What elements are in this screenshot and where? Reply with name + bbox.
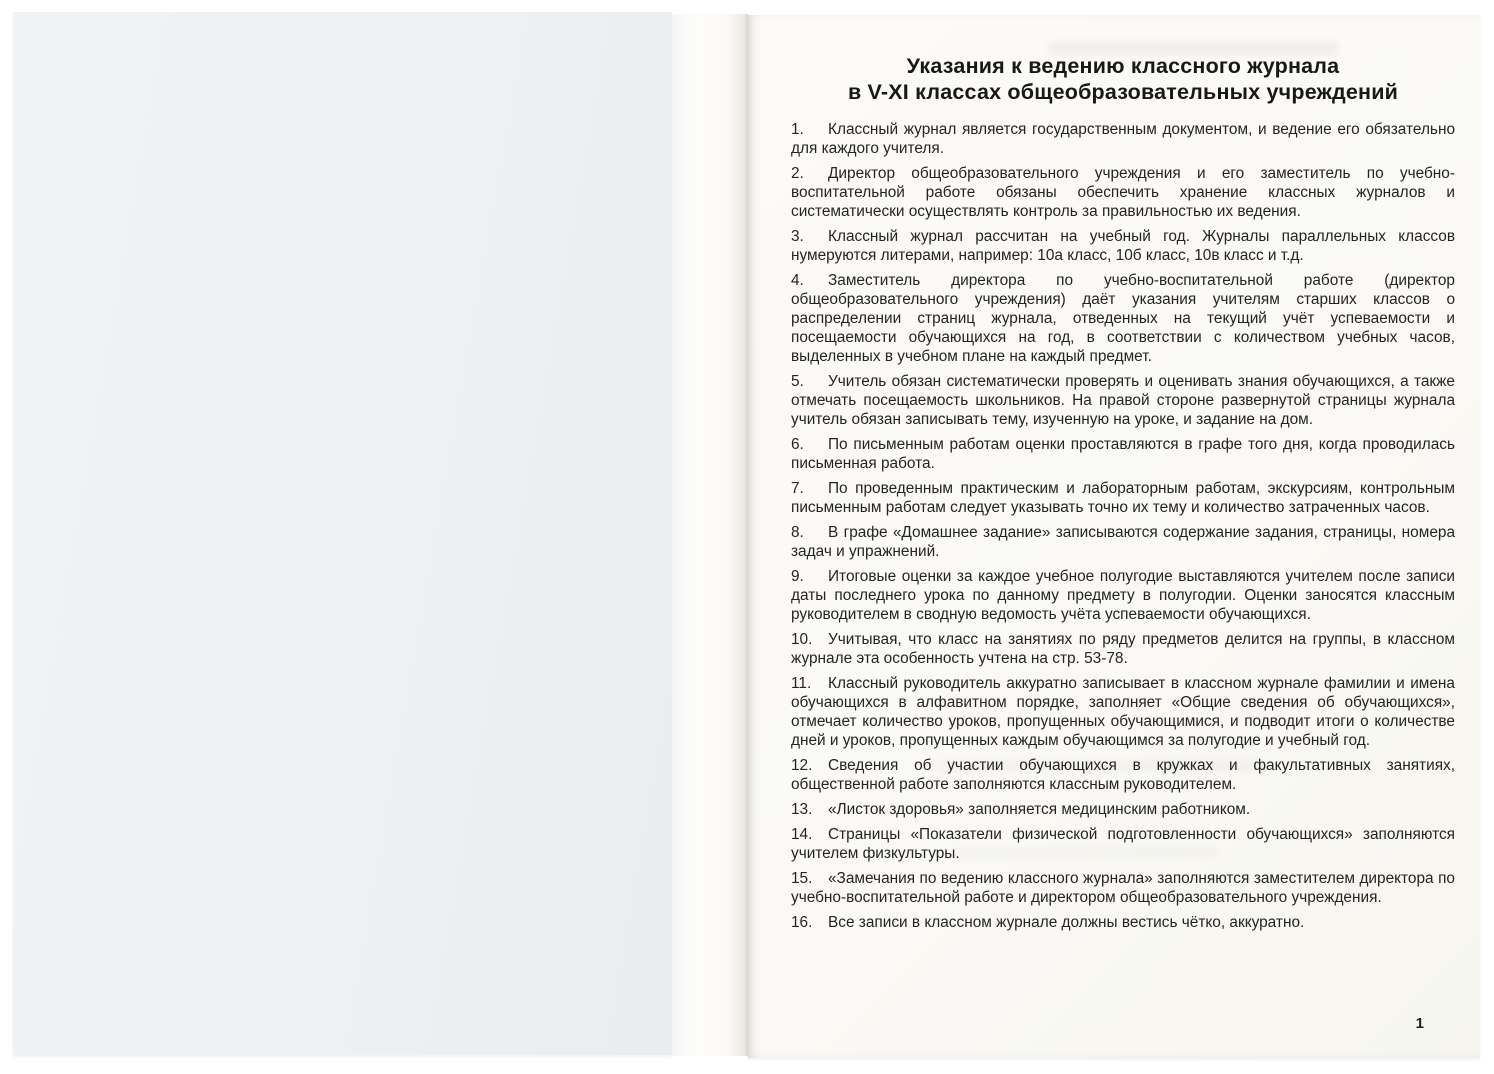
instruction-item: [791, 120, 1455, 158]
item-text: Классный журнал рассчитан на учебный год. Журналы параллельных классов нумеруются литерами, например: 10а класс, 10б класс, 10в класс и т.д.: [791, 228, 1455, 264]
item-text: «Замечания по ведению классного журнала» заполняются заместителем директора по учебно-воспитательной работе и директором общеобразовательного учреждения.: [791, 870, 1455, 906]
item-number: 3.: [791, 228, 804, 245]
instruction-item: [791, 756, 1455, 794]
item-text: Итоговые оценки за каждое учебное полугодие выставляются учителем после записи даты последнего урока по данному предмету в полугодии. Оценки заносятся классным руководителем в сводную ведомость учёта успеваемости обучающихся.: [791, 568, 1455, 623]
page-title-line1: Указания к ведению классного журнала: [906, 54, 1340, 78]
item-number: 12.: [791, 757, 813, 774]
instruction-item: [791, 271, 1455, 366]
instruction-list: [791, 120, 1455, 932]
page-spine-fold: [672, 14, 748, 1056]
instruction-item: [791, 869, 1455, 907]
item-number: 1.: [791, 121, 804, 138]
item-text: Страницы «Показатели физической подготовленности обучающихся» заполняются учителем физкультуры.: [791, 826, 1455, 862]
item-number: 5.: [791, 373, 804, 390]
item-number: 16.: [791, 914, 813, 931]
item-text: Классный журнал является государственным документом, и ведение его обязательно для каждого учителя.: [791, 121, 1455, 157]
instruction-item: [791, 674, 1455, 750]
item-text: По письменным работам оценки проставляются в графе того дня, когда проводилась письменная работа.: [791, 436, 1455, 472]
item-text: Директор общеобразовательного учреждения и его заместитель по учебно-воспитательной работе обязаны обеспечить хранение классных журналов и систематически осуществлять контроль за правильностью их ведения.: [791, 165, 1455, 220]
item-text: Учитывая, что класс на занятиях по ряду предметов делится на группы, в классном журнале эта особенность учтена на стр. 53-78.: [791, 631, 1455, 667]
instruction-item: [791, 567, 1455, 624]
item-number: 9.: [791, 568, 804, 585]
item-text: Классный руководитель аккуратно записывает в классном журнале фамилии и имена обучающихся в алфавитном порядке, заполняет «Общие сведения об обучающихся», отмечает количество уроков, пропущенных обучающимися, и подводит итоги о количестве дней и уроков, пропущенных каждым обучающимся за полугодие и учебный год.: [791, 675, 1455, 749]
item-number: 2.: [791, 165, 804, 182]
instruction-item: [791, 164, 1455, 221]
item-text: Сведения об участии обучающихся в кружках и факультативных занятиях, общественной работе заполняются классным руководителем.: [791, 757, 1455, 793]
instruction-item: [791, 227, 1455, 265]
instructions-page: [748, 15, 1480, 1058]
instruction-item: [791, 800, 1455, 819]
instruction-item: [791, 435, 1455, 473]
instruction-item: [791, 372, 1455, 429]
item-number: 8.: [791, 524, 804, 541]
item-text: По проведенным практическим и лабораторным работам, экскурсиям, контрольным письменным работам следует указывать точно их тему и количество затраченных часов.: [791, 480, 1455, 516]
item-number: 4.: [791, 272, 804, 289]
item-text: В графе «Домашнее задание» записываются содержание задания, страницы, номера задач и упражнений.: [791, 524, 1455, 560]
item-text: Заместитель директора по учебно-воспитательной работе (директор общеобразовательного учреждения) даёт указания учителям старших классов о распределении страниц журнала, отведенных на текущий учёт успеваемости и посещаемости обучающихся на год, в соответствии с количеством учебных часов, выделенных в учебном плане на каждый предмет.: [791, 272, 1455, 365]
item-number: 13.: [791, 801, 813, 818]
item-number: 11.: [791, 675, 812, 692]
instruction-item: [791, 479, 1455, 517]
item-number: 15.: [791, 870, 813, 887]
instruction-item: [791, 630, 1455, 668]
left-blank-page: [13, 12, 672, 1055]
instruction-item: [791, 825, 1455, 863]
item-number: 6.: [791, 436, 804, 453]
item-text: Учитель обязан систематически проверять и оценивать знания обучающихся, а также отмечать посещаемость школьников. На правой стороне развернутой страницы журнала учитель обязан записывать тему, изученную на уроке, и задание на дом.: [791, 373, 1455, 428]
page-title-line2: в V-XI классах общеобразовательных учреждений: [847, 80, 1399, 104]
item-text: Все записи в классном журнале должны вестись чётко, аккуратно.: [828, 914, 1305, 931]
page-content: [791, 53, 1455, 938]
item-number: 7.: [791, 480, 804, 497]
page-number: 1: [1415, 1015, 1424, 1032]
item-number: 14.: [791, 826, 813, 843]
instruction-item: [791, 913, 1455, 932]
page-title: [791, 53, 1455, 105]
instruction-item: [791, 523, 1455, 561]
item-number: 10.: [791, 631, 813, 648]
item-text: «Листок здоровья» заполняется медицинским работником.: [828, 801, 1251, 818]
